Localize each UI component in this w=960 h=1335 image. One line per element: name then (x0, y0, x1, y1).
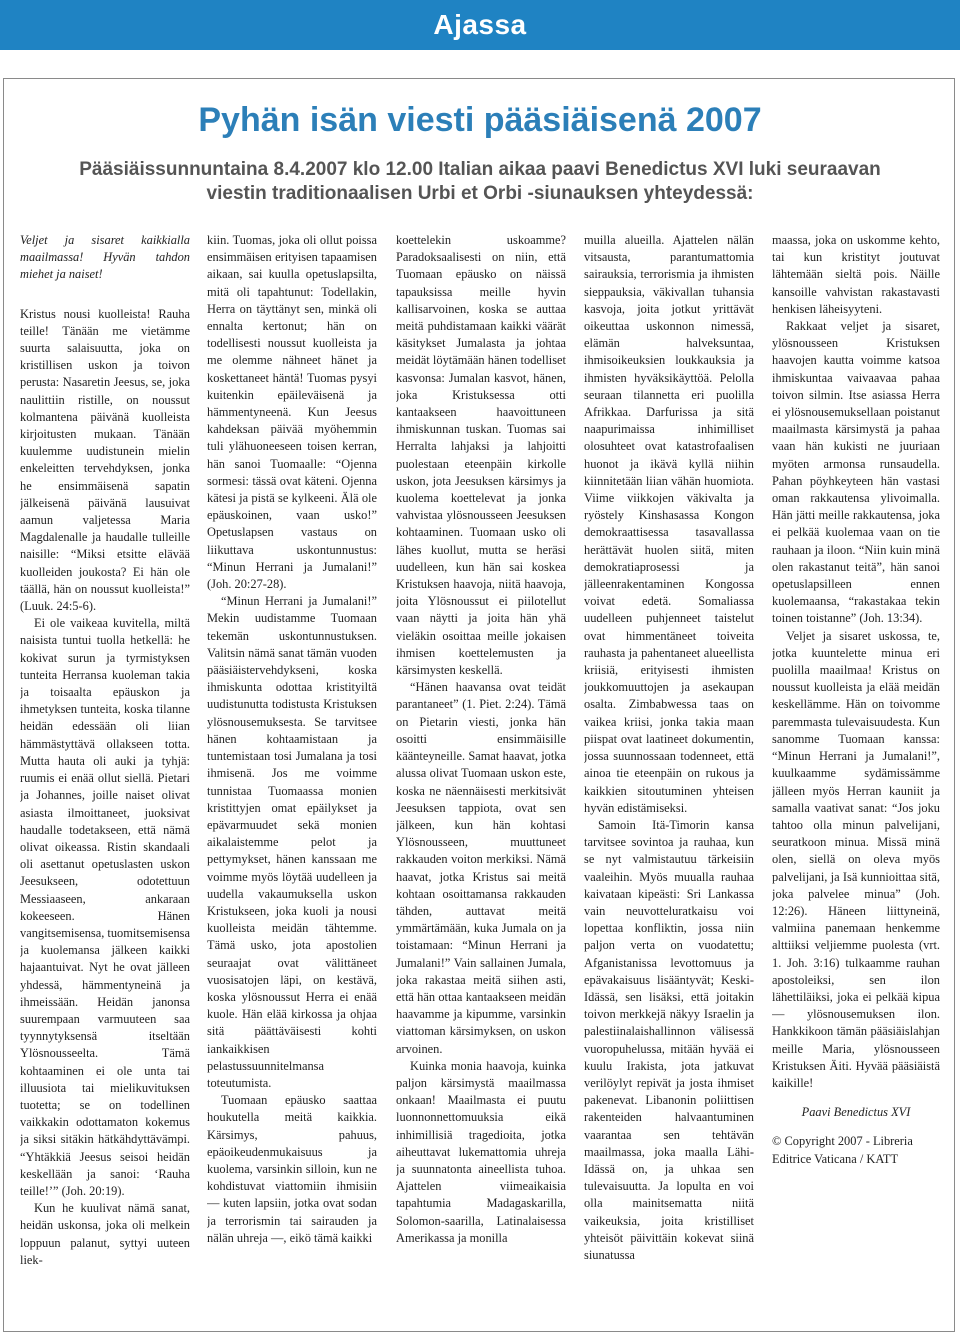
article-column-4 (584, 232, 754, 1322)
body-paragraph: “Hänen haavansa ovat teidät parantaneet” (1. Piet. 2:24). Tämä on Pietarin viesti, jonka hän osoitti ensimmäisille käänteyneille. Samat haavat, jotka alussa olivat Tuomaan uskon este, koska ne näennäisesti merkitsivät Jeesuksen tappiota, ovat sen jälkeen, kun hän kohtasi Ylösnousseen, muuttuneet rakkauden voiton merkiksi. Nämä haavat, jotka Kristus sai meitä kohtaan osoittamansa rakkauden tähden, auttavat meitä ymmärtämään, kuka Jumala on ja toistamaan: “Minun Herrani ja Jumalani!” Vain sallainen Jumala, joka rakastaa meitä siihen asti, että hän ottaa kantaakseen meidän haavamme ja kipumme, varsinkin viattoman kärsimyksen, on uskon arvoinen. (396, 680, 566, 1056)
signature: Paavi Benedictus XVI (801, 1105, 911, 1120)
article-title-text: Pyhän isän viesti pääsiäisenä 2007 (198, 101, 762, 139)
article-subtitle: Pääsiäissunnuntaina 8.4.2007 klo 12.00 Italian aikaa paavi Benedictus XVI luki seuraavan viestin traditionaalisen Urbi et Orbi -siunauksen yhteydessä: (79, 159, 881, 204)
body-paragraph: Kuinka monia haavoja, kuinka paljon kärsimystä maailmassa onkaan! Maailmasta ei puutu luonnonnettomuuksia eikä inhimillisiä tragedioita, jotka aiheuttavat lukemattomia uhreja ja suunnatonta aineellista tuhoa. Ajattelen viimeaikaisia tapahtumia Madagaskarilla, Solomon-saarilla, Latinalaisessa Amerikassa ja monilla (396, 1058, 566, 1245)
body-paragraph: maassa, joka on uskomme kehto, tai kun kristityt joutuvat lähtemään sieltä pois. Näille kansoille vahvistan rakastavasti henkisen läheisyyteni. (772, 233, 940, 316)
body-paragraph: Kun he kuulivat nämä sanat, heidän uskonsa, joka oli melkein loppuun palanut, syttyi uuteen liek- (20, 1201, 190, 1267)
article-title (0, 101, 960, 140)
copyright-notice: © Copyright 2007 - Libreria Editrice Vaticana / KATT (772, 1134, 913, 1166)
body-paragraph: Samoin Itä-Timorin kansa tarvitsee sovintoa ja rauhaa, kun se nyt valmistautuu tärkeisiin vaaleihin. Myös muualla rauhaa kaivataan kipeästi: Sri Lankassa vain neuvotteluratkaisu voi lopettaa konfliktin, jossa niin paljon verta on vuodatettu; Afganistanissa levottomuus ja epävakaisuus lisääntyvät; Keski-Idässä, sen lisäksi, että joitakin toivon merkkejä näkyy Israelin ja palestiinalaishallinnon välisessä vuoropuhelussa, mitään hyvää ei kuulu Irakista, jota jatkuvat verilöylyt repivät ja josta ihmiset pakenevat. Libanonin poliittisen rakenteiden halvaantuminen vaarantaa sen tehtävän maailmassa, joka maalla Lähi-Idässä on, ja uhkaa sen tulevaisuutta. Ja lopulta en voi olla mainitsematta niitä vaikeuksia, joita kristilliset yhteisöt päivittäin kokevat siinä siunatussa (584, 817, 754, 1262)
article-column-1 (20, 232, 190, 1322)
intro-paragraph: Veljet ja sisaret kaikkialla maailmassa! Hyvän tahdon miehet ja naiset! (20, 233, 190, 282)
body-paragraph: kiin. Tuomas, joka oli ollut poissa ensimmäisen erityisen tapaamisen aikaan, sai kuulla opetuslapsilta, mitä oli tapahtunut: Todellakin, Herra on täyttänyt sen, minkä oli ennalta kertonut; hän on todellisesti noussut kuolleista ja me olemme nähneet hänet ja koskettaneet häntä! Tuomas pysyi kuitenkin epäileväisenä ja hämmentyneenä. Kun Jeesus kahdeksan päivää myöhemmin tuli ylähuoneeseen toisen kerran, hän sanoi Tuomaalle: “Ojenna sormesi: tässä ovat käteni. Ojenna kätesi ja pistä se kylkeeni. Älä ole epäuskoinen, vaan usko!” Opetuslapsen vastaus on liikuttava uskontunnustus: “Minun Herrani ja Jumalani!” (Joh. 20:27-28). (207, 233, 377, 592)
body-paragraph: Tuomaan epäusko saattaa houkutella meitä kaikkia. Kärsimys, pahuus, epäoikeudenmukaisuus ja kuolema, varsinkin silloin, kun ne kohdistuvat viattomiin ihmisiin — kuten lapsiin, jotka ovat sodan ja terrorismin tai sairauden ja nälän uhreja —, eikö tämä kaikki (207, 1093, 377, 1245)
greeting-paragraph: Kristus nousi kuolleista! Rauha teille! Tänään me vietämme suurta salaisuutta, joka on kristillisen uskon ja toivon perusta: Nasaretin Jeesus, se, joka naulittiin ristille, on noussut kolmantena päivänä kuolleista kirjoitusten mukaan. Tänään kuulemme uudistunein mielin enkeleitten tervehdyksen, jonka he ensimmäisenä sapatin jälkeisenä päivänä lausuivat aamun valjetessa Maria Magdalenalle ja haudalle tulleille naisille: “Miksi etsitte elävää kuolleiden joukosta? Ei hän ole täällä, hän on noussut kuolleista!” (Luuk. 24:5-6). (20, 306, 190, 614)
article-column-2 (207, 232, 377, 1322)
article-column-3 (396, 232, 566, 1322)
body-paragraph: koettelekin uskoamme? Paradoksaalisesti on niin, että Tuomaan epäusko on näissä tapauksissa meille hyvin kallisarvoinen, koska se auttaa meitä puhdistamaan kaikki väärät käsitykset Jumalasta ja johtaa meidät löytämään hänen todelliset kasvonsa: Jumalan kasvot, hänen, joka Kristuksessa otti kantaakseen haavoittuneen ihmiskunnan tuskan. Tuomas sai Herralta lahjaksi ja lahjoitti puolestaan eteenpäin kirkolle uskon, jota Jeesuksen kärsimys ja kuolema koettelevat ja jonka vahvistaa ylösnousseen Jeesuksen kohtaaminen. Tuomaan usko oli lähes kuollut, mutta se heräsi uudelleen, kun hän sai koskea Kristuksen haavoja, niitä haavoja, joita Ylösnoussut ei piilotellut vaan näytti ja joita hän yhä vieläkin osoittaa meille jokaisen ihmisen koettelemusten ja kärsimysten keskellä. (396, 233, 566, 678)
body-paragraph: Ei ole vaikeaa kuvitella, miltä naisista tuntui tuolla hetkellä: he kokivat surun ja tyrmistyksen tunteita Herransa kuoleman takia ja toisaalta epäuskon ja ihmetyksen tunteita, koska tilanne heidän edessään oli liian hämmästyttävä ollakseen totta. Mutta hauta oli auki ja tyhjä: ruumis ei enää ollut siellä. Pietari ja Johannes, joille naiset olivat asiasta ilmoittaneet, juoksivat haudalle todetakseen, että nämä olivat oikeassa. Ristin skandaali oli asettanut opetuslasten uskon Jeesukseen, odotettuun Messiaaseen, ankaraan kokeeseen. Hänen vangitsemisensa, tuomitsemisensa ja kuolemansa jälkeen kaikki hajaantuivat. Nyt he ovat jälleen yhdessä, hämmentyneinä ja ihmeissään. Heidän janonsa suurempaan varmuuteen saa tyynnytyksensä itseltään Ylösnousseelta. Tämä kohtaaminen ei ole unta tai illuusiota tai mielikuvituksen tuotetta; se on todellinen vaikkakin odottamaton kokemus ja siksi sitäkin hätkähdyttävämpi. “Yhtäkkiä Jeesus seisoi heidän keskellään ja sanoi: ‘Rauha teille!’” (Joh. 20:19). (20, 616, 190, 1198)
article-column-5 (772, 232, 940, 1322)
body-paragraph: Veljet ja sisaret uskossa, te, jotka kuuntelette minua eri puolilla maailmaa! Kristus on noussut kuolleista ja elää meidän keskellämme. Hän on toivomme paremmasta tulevaisuudesta. Kun sanomme Tuomaan kanssa: “Minun Herrani ja Jumalani!”, kuulkaamme sydämissämme jälleen myös Herran kauniit ja samalla vaativat sanat: “Jos joku tahtoo olla minun palvelijani, seuratkoon minua. Missä minä olen, siellä on oleva myös palvelijani, ja Isä kunnioittaa sitä, joka palvelee minua” (Joh. 12:26). Häneen liittyneinä, valmiina panemaan henkemme alttiiksi veljiemme puolesta (vrt. 1. Joh. 3:16) tulkaamme rauhan apostoleiksi, sen ilon lähettiläiksi, joka ei pelkää kipua — ylösnousemuksen ilon. Hankkikoon tämän pääsiäislahjan meille Maria, ylösnousseen Kristuksen Äiti. Hyvää pääsiäistä kaikille! (772, 628, 940, 1090)
body-paragraph: “Minun Herrani ja Jumalani!” Mekin uudistamme Tuomaan tekemän uskontunnustuksen. Valitsin nämä sanat tämän vuoden pääsiäistervehdykseni, koska ihmiskunta odottaa kristityiltä uudistunutta todistusta Kristuksen ylösnousemuksesta. Se tarvitsee hänen kohtaamistaan ja tuntemistaan tosi Jumalana ja tosi ihmisenä. Jos me voimme tunnistaa Tuomaassa monien kristittyjen omat epäilykset ja epävarmuudet sekä monien aikalaistemme pelot ja pettymykset, hänen kanssaan me voimme myös löytää uudelleen ja uudella vakaumuksella uskon Kristukseen, joka kuoli ja nousi kuolleista meidän tähtemme. Tämä usko, jota apostolien seuraajat ovat välittäneet vuosisatojen läpi, on kestävä, koska ylösnoussut Herra ei enää kuole. Hän elää kirkossa ja ohjaa sitä päättäväisesti kohti iankaikkisen pelastussuunnitelmansa toteutumista. (207, 594, 377, 1090)
body-paragraph: muilla alueilla. Ajattelen nälän vitsausta, parantumattomia sairauksia, terrorismia ja ihmisten sieppauksia, väkivallan tuhansia kasvoja, joita jotkut yrittävät oikeuttaa uskonnon nimessä, elämän halveksuntaa, ihmisoikeuksien loukkauksia ja ihmisten hyväksikäyttöä. Pelolla seuraan tilannetta eri puolilla Afrikkaa. Darfurissa ja sitä naapurimaissa inhimilliset olosuhteet ovat katastrofaalisen huonot ja ikävä kyllä niihin kiinnitetään liian vähän huomiota. Viime viikkojen väkivalta ja ryöstely Kinshasassa Kongon demokraattisessa tasavallassa herättävät huolen siitä, miten demokratiaprosessi ja jälleenrakentaminen Kongossa voivat edetä. Somaliassa uudelleen puhjenneet taistelut ovat himmentäneet toiveita rauhasta ja pahentaneet alueellista kriisiä, erityisesti ihmisten joukkomuuttojen ja asekaupan osalta. Zimbabwessa taas on vaikea kriisi, jonka takia maan piispat ovat laatineet dokumentin, jossa suunnossaan todenneet, että ainoa tie eteenpäin on rukous ja kaikkien sitoutuminen yhteisen hyvän edistämiseksi. (584, 233, 754, 815)
body-paragraph: Rakkaat veljet ja sisaret, ylösnousseen Kristuksen haavojen kautta voimme katsoa ihmiskuntaa vaivaavaa pahaa toivon silmin. Itse asiassa Herra ei ylösnousemuksellaan poistanut maailmasta kärsimystä ja pahaa vaan hän kukisti ne juuriaan myöten armonsa runsaudella. Pahan pöyhkeyteen hän vastasi oman rakkautensa ylivoimalla. Hän jätti meille rakkautensa, joka ei pelkää kuolemaa vaan on tie rauhaan ja iloon. “Niin kuin minä olen rakastanut teitä”, hän sanoi opetuslapsilleen ennen kuolemaansa, “rakastakaa tekin toinen toistanne” (Joh. 13:34). (772, 319, 940, 626)
section-label: Ajassa (433, 9, 527, 40)
